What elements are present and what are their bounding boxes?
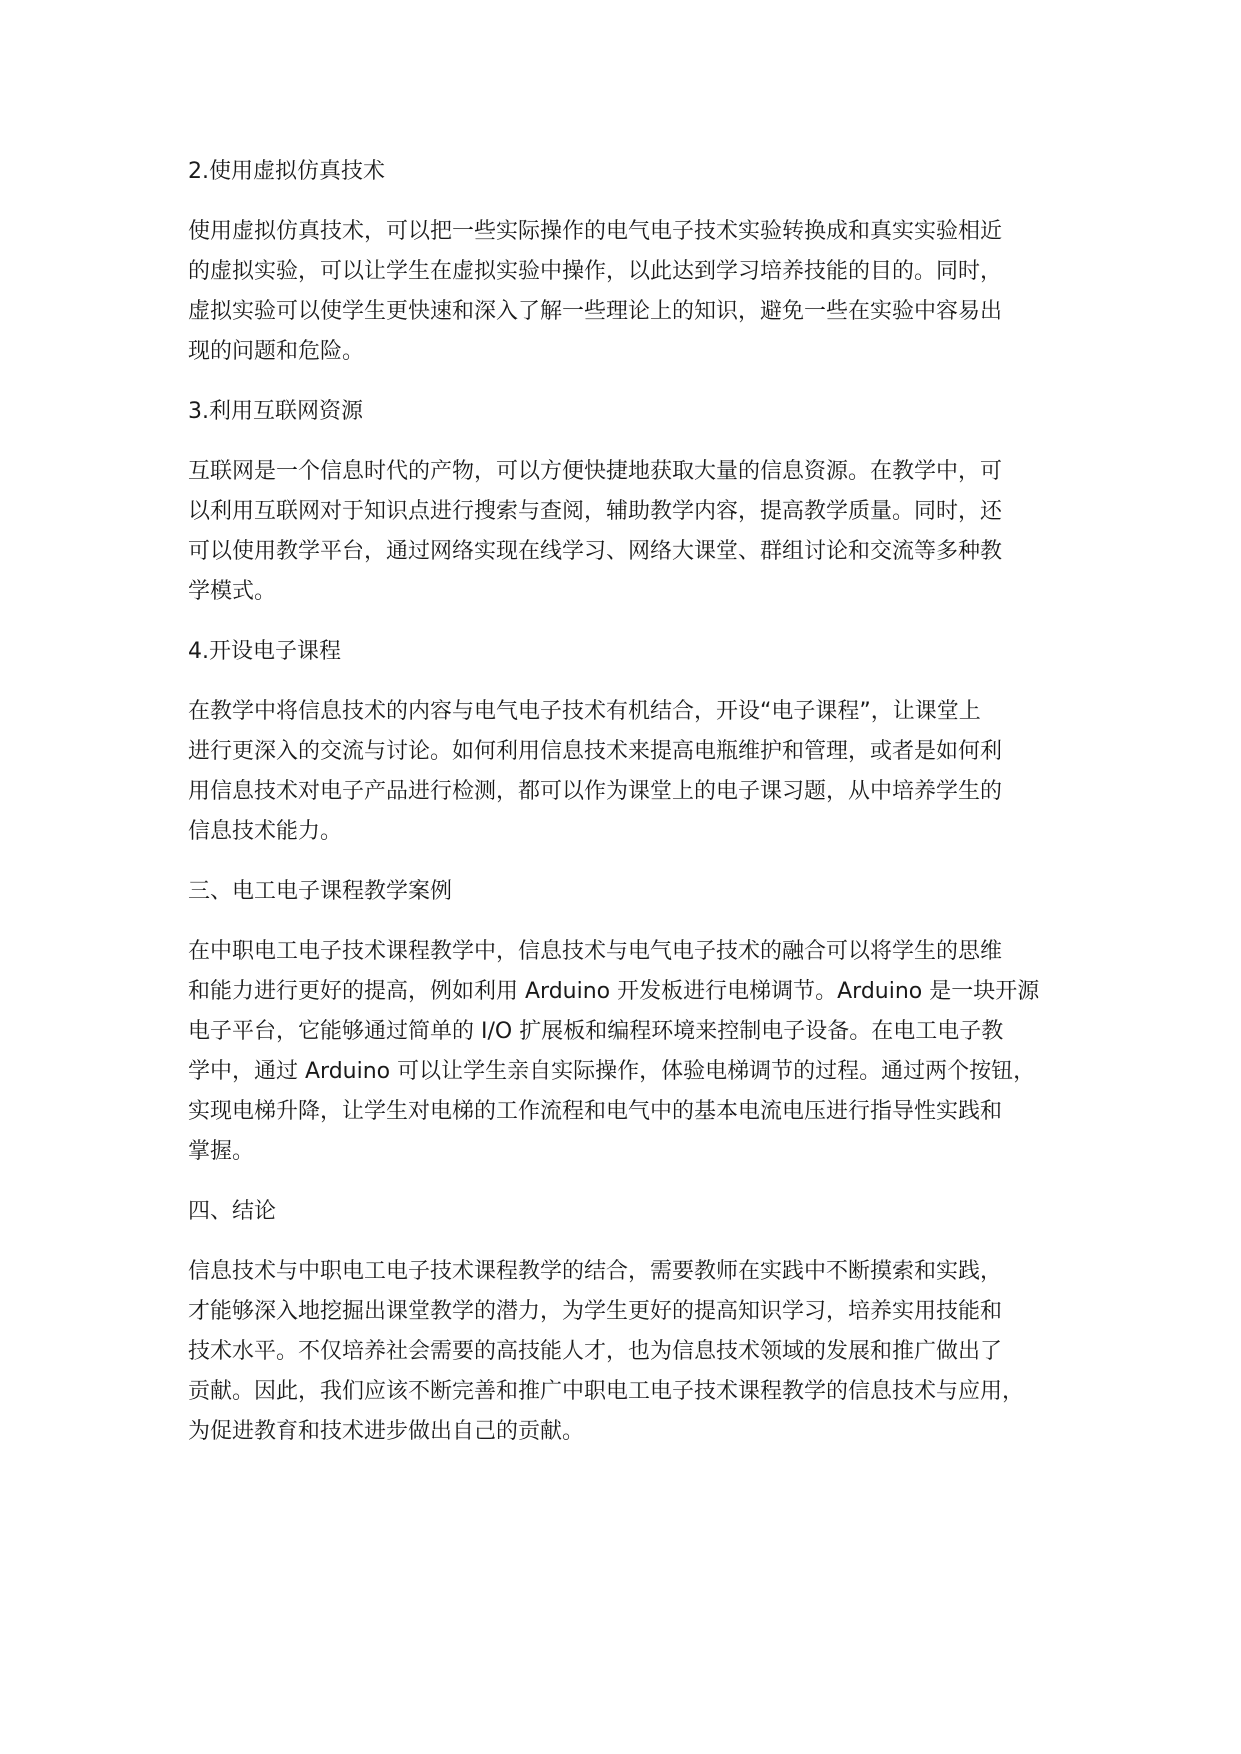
paragraph-line: 为促进教育和技术进步做出自己的贡献。 (188, 1419, 585, 1444)
paragraph-line: 贡献。因此，我们应该不断完善和推广中职电工电子技术课程教学的信息技术与应用， (188, 1379, 1025, 1404)
paragraph-line: 虚拟实验可以使学生更快速和深入了解一些理论上的知识，避免一些在实验中容易出 (188, 299, 1003, 324)
paragraph-line: 在中职电工电子技术课程教学中，信息技术与电气电子技术的融合可以将学生的思维 (188, 939, 1003, 964)
paragraph-line: 可以使用教学平台，通过网络实现在线学习、网络大课堂、群组讨论和交流等多种教 (188, 539, 1003, 564)
document-body (188, 152, 1078, 1472)
paragraph-line: 以利用互联网对于知识点进行搜索与查阅，辅助教学内容，提高教学质量。同时，还 (188, 499, 1003, 524)
paragraph-line: 在教学中将信息技术的内容与电气电子技术有机结合，开设“电子课程”，让课堂上 (188, 699, 981, 724)
section-internet-resources (188, 392, 1078, 612)
section-virtual-simulation (188, 152, 1078, 372)
paragraph-line: 现的问题和危险。 (188, 339, 365, 364)
paragraph (188, 1252, 1078, 1452)
paragraph (188, 692, 1078, 852)
section-heading: 3.利用互联网资源 (188, 399, 363, 424)
section-electronic-courses (188, 632, 1078, 852)
paragraph-line: 和能力进行更好的提高，例如利用 Arduino 开发板进行电梯调节。Arduino 是一块开源 (188, 979, 1040, 1004)
paragraph-line: 信息技术与中职电工电子技术课程教学的结合，需要教师在实践中不断摸索和实践， (188, 1259, 1003, 1284)
section-heading: 四、结论 (188, 1199, 277, 1224)
paragraph-line: 的虚拟实验，可以让学生在虚拟实验中操作，以此达到学习培养技能的目的。同时， (188, 259, 1003, 284)
paragraph-line: 进行更深入的交流与讨论。如何利用信息技术来提高电瓶维护和管理，或者是如何利 (188, 739, 1003, 764)
paragraph-line: 使用虚拟仿真技术，可以把一些实际操作的电气电子技术实验转换成和真实实验相近 (188, 219, 1003, 244)
section-conclusion (188, 1192, 1078, 1452)
paragraph-line: 互联网是一个信息时代的产物，可以方便快捷地获取大量的信息资源。在教学中，可 (188, 459, 1003, 484)
section-heading: 4.开设电子课程 (188, 639, 341, 664)
paragraph-line: 学中，通过 Arduino 可以让学生亲自实际操作，体验电梯调节的过程。通过两个按钮， (188, 1059, 1036, 1084)
paragraph-line: 信息技术能力。 (188, 819, 343, 844)
section-teaching-case (188, 872, 1078, 1172)
paragraph-line: 才能够深入地挖掘出课堂教学的潜力，为学生更好的提高知识学习，培养实用技能和 (188, 1299, 1003, 1324)
paragraph-line: 用信息技术对电子产品进行检测，都可以作为课堂上的电子课习题，从中培养学生的 (188, 779, 1003, 804)
paragraph-line: 掌握。 (188, 1139, 255, 1164)
paragraph-line: 技术水平。不仅培养社会需要的高技能人才，也为信息技术领域的发展和推广做出了 (188, 1339, 1003, 1364)
paragraph-line: 学模式。 (188, 579, 277, 604)
paragraph (188, 452, 1078, 612)
paragraph-line: 电子平台，它能够通过简单的 I/O 扩展板和编程环境来控制电子设备。在电工电子教 (188, 1019, 1004, 1044)
section-heading: 三、电工电子课程教学案例 (188, 879, 453, 904)
section-heading: 2.使用虚拟仿真技术 (188, 159, 385, 184)
paragraph (188, 212, 1078, 372)
paragraph-line: 实现电梯升降，让学生对电梯的工作流程和电气中的基本电流电压进行指导性实践和 (188, 1099, 1003, 1124)
paragraph (188, 932, 1078, 1172)
